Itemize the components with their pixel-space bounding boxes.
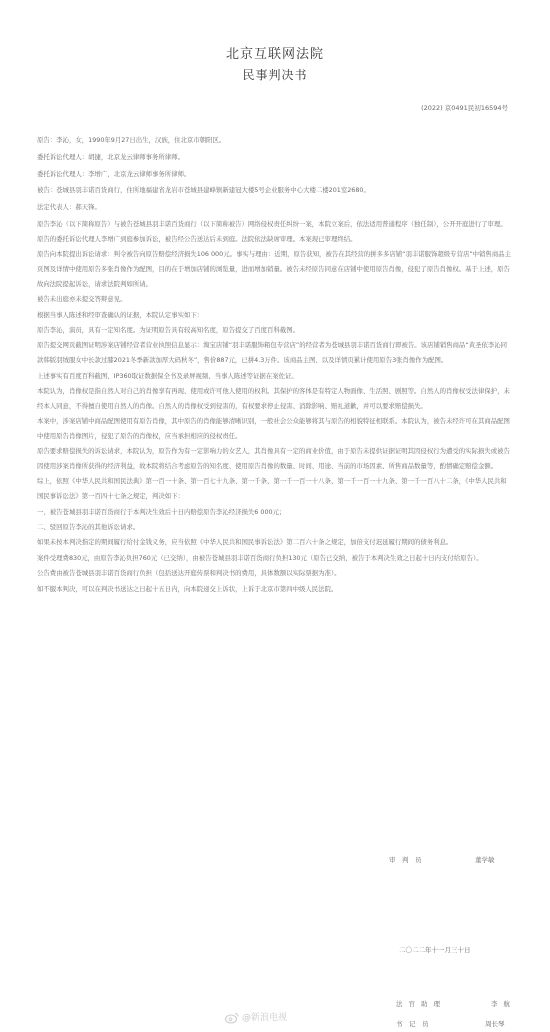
paragraph: 本案中，涉案店铺中商品配图使用有原告肖像，其中原告的肖像能够清晰识别，一般社会公众能够将其与原告的相貌特征相联系。本院认为，被告未经许可在其商品配图中使用原告肖像图片，侵犯了原告的肖像权，应当承担相应的侵权责任。 xyxy=(37,417,510,440)
watermark: @新浪电视 xyxy=(242,1013,288,1023)
paragraph: 一、被告苍城县羽丰诺百货商行于本判决生效后十日内赔偿原告李沁经济损失6 000元； xyxy=(37,507,286,516)
judgment-body xyxy=(37,133,513,597)
paragraph: 根据当事人陈述和经审查确认的证据，本院认定事实如下： xyxy=(37,310,204,319)
case-number: (2022) 京0491民初16594号 xyxy=(421,104,508,112)
paragraph: 如果未按本判决指定的期间履行给付金钱义务，应当依照《中华人民共和国民事诉讼法》第二百六十条之规定，加倍支付迟延履行期间的债务利息。 xyxy=(37,538,453,547)
court-name: 北京互联网法院 xyxy=(225,47,324,62)
paragraph: 原告要求赔偿损失的诉讼请求，本院认为，原告作为有一定影响力的女艺人，其肖像具有一定的商业价值，由于原告未提供证据证明其因侵权行为遭受的实际损失或被告因使用涉案肖像所获得的经济利益，故本院将结合考虑原告的知名度、使用原告肖像的数量、时间、用途、当前的市场因素、所售商品数量等，酌情确定赔偿金额。 xyxy=(37,447,510,471)
paragraph: 委托诉讼代理人：李增广，北京龙云律师事务所律师。 xyxy=(37,169,191,178)
paragraph: 案件受理费830元，由原告李沁负担760元（已交纳），由被告苍城县羽丰诺百货商行负担130元（原告已交纳，被告于本判决生效之日起十日内支付给原告）。 xyxy=(37,553,483,562)
paragraph: 委托诉讼代理人：胡捷，北京龙云律师事务所律师。 xyxy=(37,152,184,161)
assistant-title: 法官助理 xyxy=(396,1000,446,1008)
paragraph: 上述事实有百度百科截图、IP360取证数据保全书及录屏视频、当事人陈述等证据在案佐证。 xyxy=(37,371,298,380)
paragraph: 被告未出庭亦未提交答辩意见。 xyxy=(37,295,127,304)
paragraph: 法定代表人：郝天锋。 xyxy=(37,203,101,212)
judge-name: 董学敏 xyxy=(475,856,495,864)
clerk-title: 书 记 员 xyxy=(396,1020,429,1028)
paragraph: 如不服本判决，可以在判决书送达之日起十五日内，向本院递交上诉状，上诉于北京市第四中级人民法院。 xyxy=(37,584,338,593)
paragraph: 综上，依照《中华人民共和国民法典》第一百一十条、第一百七十九条、第一千条、第一千一百一十八条、第一千一百一十九条、第一千一百八十二条，《中华人民共和国民事诉讼法》第一百四十七条之规定，判决如下： xyxy=(37,477,507,501)
document-type: 民事判决书 xyxy=(242,68,308,82)
assistant-name: 李航 xyxy=(491,1000,516,1008)
clerk-name: 周长琴 xyxy=(485,1020,505,1028)
paragraph: 原告李沁（以下简称原告）与被告苍城县羽丰诺百货商行（以下简称被告）网络侵权责任纠纷一案，本院立案后，依法适用普通程序（独任制），公开开庭进行了审理。原告的委托诉讼代理人李增广到庭参加诉讼，被告经公告送达后未到庭。法院依法缺席审理。本案现已审理终结。 xyxy=(37,219,507,243)
judgment-date: 二〇二二年十一月三十日 xyxy=(399,946,471,954)
paragraph: 原告李沁，演员，具有一定知名度。为证明原告具有较高知名度，原告提交了百度百科截图。 xyxy=(37,325,300,334)
paragraph: 原告：李沁，女，1990年9月27日出生，汉族，住北京市朝阳区。 xyxy=(37,136,226,144)
paragraph: 二、驳回原告李沁的其他诉讼请求。 xyxy=(37,523,140,532)
paragraph: 原告提交网页截图证明涉案店铺经营者营业执照信息显示：淘宝店铺“羽丰诺服饰箱包专营店”的经营者为苍城县羽丰诺百货商行即被告。该店铺销售商品“黄圣依李沁同款韩版羽绒服女中长款过膝2021冬季新款加厚大码秋冬”，售价887元，已拼4.3万件。该商品主图、以及详情页累计使用原告3张肖像作为配图。 xyxy=(37,341,508,365)
weibo-logo-icon xyxy=(225,1012,239,1024)
paragraph: 被告：苍城县羽丰诺百货商行，住所地福建省龙岩市苍城县建峰镇新建冠大楼5号企业服务中心大楼二楼201室2680。 xyxy=(37,186,370,195)
paragraph: 原告向本院提出诉讼请求：判令被告向原告赔偿经济损失106 000元。事实与理由：近期，原告获知，被告在其经营的拼多多店铺“羽丰诺服饰超级专营店”中销售商品主页图及详情中使用原告多张肖像作为配图，目的在于增加店铺的浏览量，进而增加销量。被告未经原告同意在店铺中使用原告肖像，侵犯了原告肖像权。基于上述，原告故向法院提起诉讼，请求法院判如所请。 xyxy=(37,250,511,288)
judge-title: 审 判 员 xyxy=(389,856,422,864)
paragraph: 本院认为，肖像权是指自然人对自己的肖像享有再现、使用或许可他人使用的权利。其保护的客体是有特定人物面像、生活照、剧照等。自然人的肖像权受法律保护，未经本人同意，不得擅自使用自然人的肖像。自然人的肖像权受到侵害的，有权要求停止侵害、消除影响、赔礼道歉，并可以要求赔偿损失。 xyxy=(37,386,510,410)
paragraph: 公告费由被告苍城县羽丰诺百货商行负担（包括送达开庭传票和判决书的费用，具体数额以实际票据为准）。 xyxy=(37,569,341,578)
